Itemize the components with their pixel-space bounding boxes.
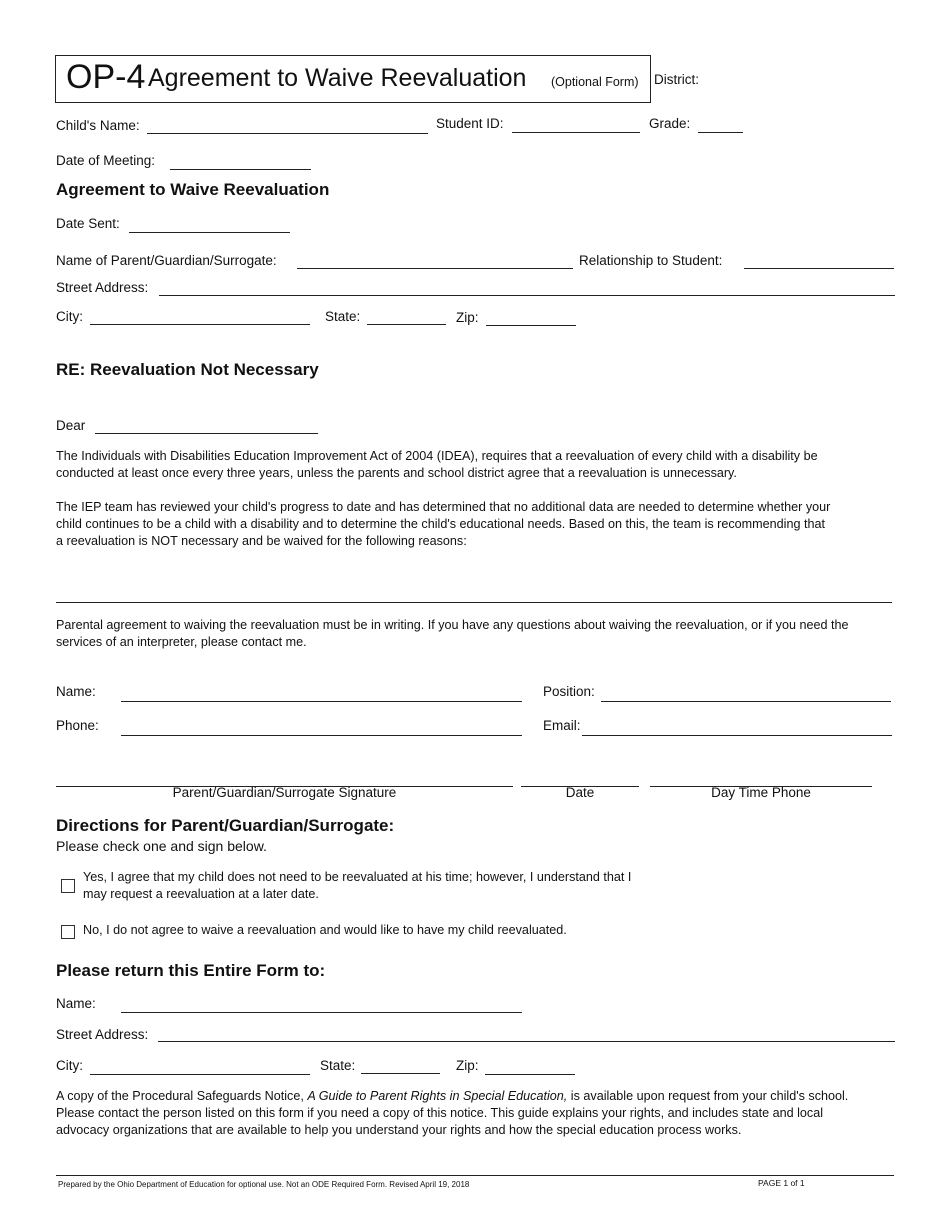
iep-paragraph: The IEP team has reviewed your child's progress to date and has determined that no additional data are needed to determine whether your child continues to be a child with a disability and to determine the child's educational needs. Based on this, the team is recommending that a reevaluation is NOT necessary and be waived for the following reasons: xyxy=(56,500,831,548)
return-state-label: State: xyxy=(320,1058,356,1073)
date-of-meeting-input[interactable] xyxy=(170,155,311,170)
return-city-label: City: xyxy=(56,1058,83,1073)
return-city-input[interactable] xyxy=(90,1060,310,1075)
agree-checkbox[interactable] xyxy=(61,879,75,893)
district-label: District: xyxy=(654,72,699,87)
parental-agreement-paragraph: Parental agreement to waiving the reevaluation must be in writing. If you have any questions about waiving the reevaluation, or if you need the services of an interpreter, please contact me. xyxy=(56,618,849,649)
return-name-input[interactable] xyxy=(121,998,522,1013)
signature-caption: Parent/Guardian/Surrogate Signature xyxy=(172,785,397,800)
return-street-label: Street Address: xyxy=(56,1027,149,1042)
zip-label: Zip: xyxy=(456,310,479,325)
date-of-meeting-label: Date of Meeting: xyxy=(56,153,156,168)
disagree-option-text: No, I do not agree to waive a reevaluation and would like to have my child reevaluated. xyxy=(83,923,567,937)
student-id-label: Student ID: xyxy=(436,116,504,131)
contact-name-input[interactable] xyxy=(121,687,522,702)
dear-label: Dear xyxy=(56,418,86,433)
date-sent-input[interactable] xyxy=(129,218,290,233)
return-heading: Please return this Entire Form to: xyxy=(56,961,326,980)
city-label: City: xyxy=(56,309,83,324)
procedural-safeguards-notice: A copy of the Procedural Safeguards Notice, A Guide to Parent Rights in Special Education, is available upon request from your child's school. Please contact the person listed on this form if you need a copy of this notice. This guide explains your rights, and includes state and local advocacy organizations that are available to help you understand your rights and how the special education process works. xyxy=(56,1089,849,1137)
optional-note: (Optional Form) xyxy=(551,75,639,89)
footer-prepared-by: Prepared by the Ohio Department of Education for optional use. Not an ODE Required Form. Revised April 19, 2018 xyxy=(58,1180,470,1189)
email-label: Email: xyxy=(543,718,581,733)
relationship-label: Relationship to Student: xyxy=(579,253,723,268)
return-state-input[interactable] xyxy=(361,1059,440,1074)
directions-subheading: Please check one and sign below. xyxy=(56,838,267,854)
disagree-checkbox[interactable] xyxy=(61,925,75,939)
grade-label: Grade: xyxy=(649,116,691,131)
parent-name-input[interactable] xyxy=(297,254,573,269)
return-zip-label: Zip: xyxy=(456,1058,479,1073)
student-id-input[interactable] xyxy=(512,118,640,133)
date-caption: Date xyxy=(565,785,595,800)
zip-input[interactable] xyxy=(486,311,576,326)
childs-name-label: Child's Name: xyxy=(56,118,140,133)
contact-phone-label: Phone: xyxy=(56,718,99,733)
agreement-heading: Agreement to Waive Reevaluation xyxy=(56,180,330,199)
street-address-label: Street Address: xyxy=(56,280,149,295)
reasons-input[interactable] xyxy=(56,588,892,603)
position-label: Position: xyxy=(543,684,595,699)
return-street-input[interactable] xyxy=(158,1027,895,1042)
form-title: Agreement to Waive Reevaluation xyxy=(148,64,527,92)
grade-input[interactable] xyxy=(698,118,743,133)
day-time-phone-caption: Day Time Phone xyxy=(711,785,811,800)
dear-input[interactable] xyxy=(95,419,318,434)
parent-name-label: Name of Parent/Guardian/Surrogate: xyxy=(56,253,277,268)
footer-divider xyxy=(56,1175,894,1176)
childs-name-input[interactable] xyxy=(147,119,428,134)
return-zip-input[interactable] xyxy=(485,1060,575,1075)
relationship-input[interactable] xyxy=(744,254,894,269)
state-label: State: xyxy=(325,309,361,324)
idea-paragraph: The Individuals with Disabilities Education Improvement Act of 2004 (IDEA), requires that a reevaluation of every child with a disability be conducted at least once every three years, unless the parents and school district agree that a reevaluation is unnecessary. xyxy=(56,449,818,480)
contact-name-label: Name: xyxy=(56,684,96,699)
street-address-input[interactable] xyxy=(159,281,895,296)
state-input[interactable] xyxy=(367,310,446,325)
date-sent-label: Date Sent: xyxy=(56,216,120,231)
directions-heading: Directions for Parent/Guardian/Surrogate: xyxy=(56,816,395,835)
agree-option-text: Yes, I agree that my child does not need to be reevaluated at his time; however, I understand that I may request a reevaluation at a later date. xyxy=(83,870,632,901)
return-name-label: Name: xyxy=(56,996,96,1011)
contact-phone-input[interactable] xyxy=(121,721,522,736)
form-code: OP-4 xyxy=(66,58,146,96)
footer-page-number: PAGE 1 of 1 xyxy=(758,1178,805,1188)
email-input[interactable] xyxy=(582,721,892,736)
form-title-box xyxy=(55,55,651,103)
city-input[interactable] xyxy=(90,310,310,325)
re-heading: RE: Reevaluation Not Necessary xyxy=(56,360,319,379)
position-input[interactable] xyxy=(601,687,891,702)
